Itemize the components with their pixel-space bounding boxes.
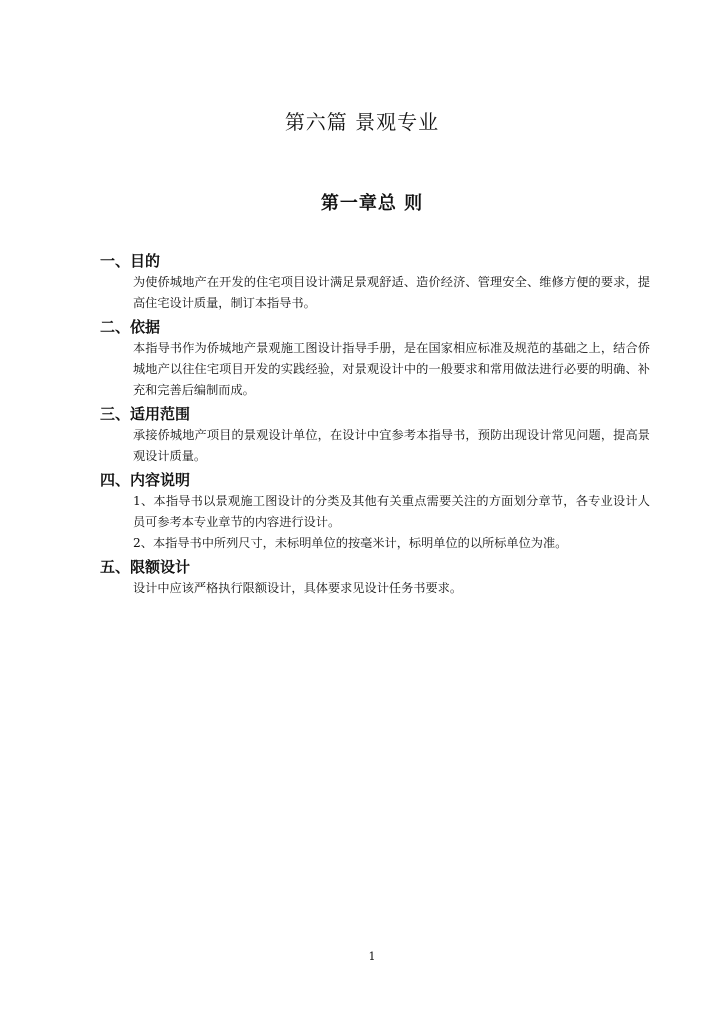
- section-body: [100, 272, 650, 314]
- section-heading: 一、目的: [100, 252, 161, 270]
- page-number: 1: [368, 950, 376, 963]
- paragraph: 承接侨城地产项目的景观设计单位，在设计中宜参考本指导书，预防出现设计常见问题，提高景观设计质量。: [133, 428, 650, 463]
- paragraph: 设计中应该严格执行限额设计，具体要求见设计任务书要求。: [133, 581, 463, 595]
- paragraph: 2、本指导书中所列尺寸，未标明单位的按毫米计，标明单位的以所标单位为准。: [133, 536, 568, 550]
- section-heading: 四、内容说明: [100, 471, 191, 489]
- section-heading: 三、适用范围: [100, 405, 191, 423]
- paragraph: 本指导书作为侨城地产景观施工图设计指导手册，是在国家相应标准及规范的基础之上，结合侨城地产以往住宅项目开发的实践经验，对景观设计中的一般要求和常用做法进行必要的明确、补充和完善后编制而成。: [133, 341, 650, 397]
- section-basis: [100, 316, 650, 401]
- paragraph: 为使侨城地产在开发的住宅项目设计满足景观舒适、造价经济、管理安全、维修方便的要求，提高住宅设计质量，制订本指导书。: [133, 275, 650, 310]
- section-body: [100, 425, 650, 467]
- section-cost-limit-design: [100, 556, 650, 599]
- section-heading: 二、依据: [100, 318, 161, 336]
- section-body: [100, 491, 650, 554]
- section-purpose: [100, 250, 650, 314]
- chapter-title: 第一章总 则: [320, 193, 424, 214]
- paragraph: 1、本指导书以景观施工图设计的分类及其他有关重点需要关注的方面划分章节，各专业设计人员可参考本专业章节的内容进行设计。: [133, 494, 650, 529]
- section-content-notes: [100, 469, 650, 554]
- section-scope: [100, 403, 650, 467]
- section-body: [100, 578, 650, 599]
- section-body: [100, 338, 650, 401]
- part-title: 第六篇 景观专业: [284, 110, 440, 134]
- section-heading: 五、限额设计: [100, 558, 191, 576]
- document-body: [100, 250, 650, 601]
